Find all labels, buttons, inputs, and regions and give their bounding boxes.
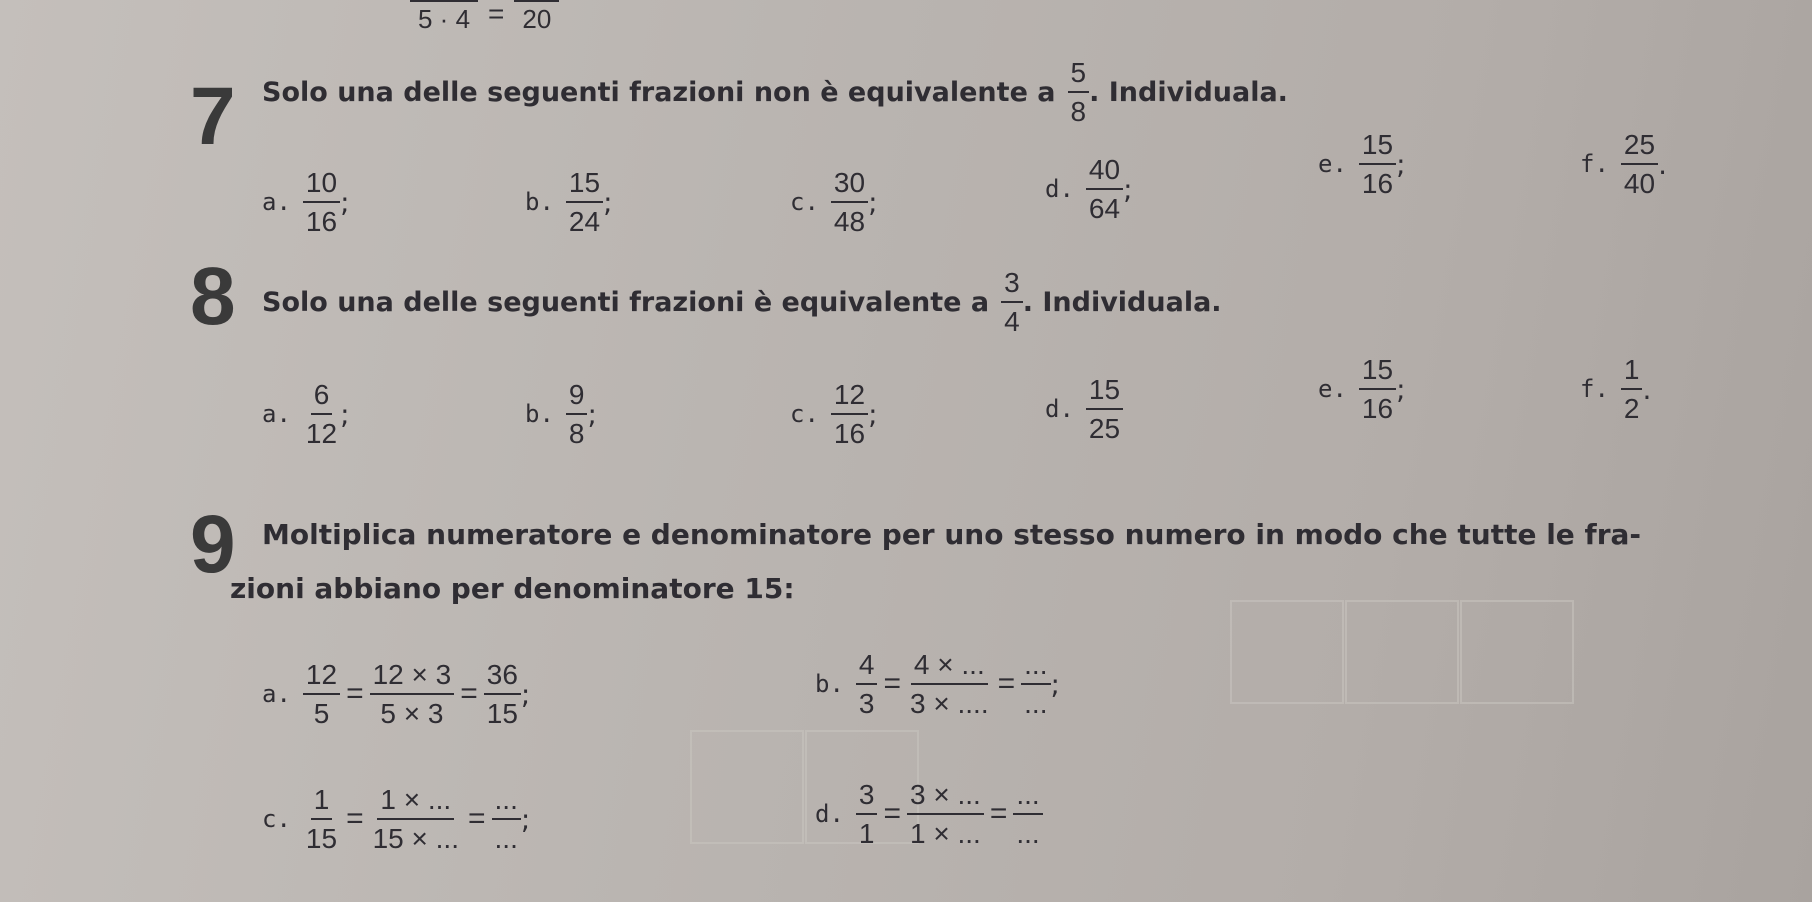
numerator: 5 [1068,58,1090,93]
option-label: a. [262,188,291,217]
denominator: 15 [305,823,338,855]
numerator: 25 [1621,130,1658,165]
exercise-9-text-line2: zioni abbiano per denominatore 15: [230,572,795,605]
denominator: 15 [486,698,518,730]
ex8-option-4[interactable] [1045,375,1123,444]
option-fraction [1086,375,1123,444]
ex8-option-5[interactable] [1318,355,1406,424]
item-label: a. [262,680,291,709]
denominator: 16 [305,206,338,238]
denominator: 12 [305,418,338,450]
option-punctuation: ; [1396,147,1406,181]
numerator: 6 [311,380,333,415]
option-fraction [831,168,868,237]
denominator: 4 [1004,306,1020,338]
numerator: 9 [566,380,588,415]
numerator: 15 [1359,130,1396,165]
item-label: c. [262,805,291,834]
denominator: 3 [858,688,875,720]
numerator: 12 × 3 [370,660,455,695]
fraction-multiplied [370,660,455,729]
ex7-option-2[interactable] [525,168,613,237]
ex7-option-4[interactable] [1045,155,1133,224]
option-punctuation: ; [1123,172,1133,206]
option-fraction [1086,155,1123,224]
denominator: 64 [1088,193,1121,225]
denominator: 16 [833,418,866,450]
option-fraction [1359,355,1396,424]
grid-square [1460,600,1574,704]
denominator: ... [494,823,518,855]
equals-sign: = [989,797,1008,831]
option-punctuation: ; [1396,372,1406,406]
option-punctuation: ; [340,397,350,431]
numerator: 3 × ... [907,780,984,815]
ex7-option-3[interactable] [790,168,878,237]
exercise-7-text-after: . Individuala. [1089,76,1288,108]
numerator: 15 [566,168,603,203]
ex9-item-4 [815,780,1043,849]
denominator: ... [1024,688,1048,720]
option-label: f. [1580,150,1609,179]
exercise-8-number: 8 [190,251,236,342]
option-label: c. [790,400,819,429]
exercise-9-number: 9 [190,499,236,590]
fraction-original [856,650,878,719]
option-punctuation: ; [868,397,878,431]
numerator: 3 [856,780,878,815]
exercise-7-ref-fraction [1068,58,1090,127]
denominator: 5 [313,698,330,730]
ex8-option-1[interactable] [262,380,350,449]
item-label: b. [815,670,844,699]
option-fraction [831,380,868,449]
fraction-multiplied [907,780,984,849]
denominator: ... [1016,818,1040,850]
option-label: b. [525,188,554,217]
numerator: 4 [856,650,878,685]
numerator: 4 × ... [911,650,988,685]
denominator: 1 [858,818,875,850]
ex7-option-5[interactable] [1318,130,1406,199]
equals-sign: = [883,797,902,831]
numerator: 3 [1001,268,1023,303]
denominator: 25 [1088,413,1121,445]
option-fraction [303,380,340,449]
denominator: 1 × ... [910,818,981,850]
option-fraction [303,168,340,237]
option-fraction [1359,130,1396,199]
numerator: 1 [311,785,333,820]
numerator: 30 [831,168,868,203]
item-punctuation: ; [1050,667,1060,701]
option-punctuation: ; [868,185,878,219]
exercise-8-ref-fraction [1001,268,1023,337]
equals-sign: = [468,802,486,836]
exercise-7-prompt [262,58,1288,127]
fraction-original [303,660,340,729]
grid-square [1230,600,1344,704]
numerator: 1 [1621,355,1643,390]
equals-sign: = [460,677,478,711]
option-label: c. [790,188,819,217]
numerator: 12 [831,380,868,415]
option-punctuation: . [1658,147,1667,181]
numerator: 1 × ... [377,785,454,820]
item-label: d. [815,800,844,829]
top-equals: = [488,0,505,29]
ex8-option-6[interactable] [1580,355,1651,424]
option-label: a. [262,400,291,429]
exercise-8-prompt [262,268,1222,337]
option-fraction [566,380,588,449]
denominator: 5 × 3 [380,698,444,730]
equals-sign: = [346,802,364,836]
numerator: ... [1021,650,1050,685]
option-punctuation: ; [603,185,613,219]
grid-square [1345,600,1459,704]
fraction-multiplied [370,785,462,854]
item-punctuation: ; [520,677,531,711]
grid-square [690,730,804,844]
ex8-option-2[interactable] [525,380,597,449]
numerator: 36 [484,660,521,695]
equals-sign: = [883,667,902,701]
denominator: 48 [833,206,866,238]
fraction-result [484,660,521,729]
option-label: b. [525,400,554,429]
ex7-option-1[interactable] [262,168,350,237]
numerator: ... [1013,780,1042,815]
ex9-item-3 [262,785,530,854]
numerator: ... [492,785,521,820]
exercise-7-number: 7 [190,71,236,162]
item-punctuation: ; [520,802,531,836]
numerator: 10 [303,168,340,203]
option-label: d. [1045,175,1074,204]
answer-fraction-blank[interactable] [1013,780,1042,849]
top-partial-equation [410,0,559,35]
answer-fraction-blank[interactable] [492,785,521,854]
denominator: 15 × ... [372,823,459,855]
denominator: 8 [1070,96,1087,128]
exercise-9-text-line1: Moltiplica numeratore e denominatore per uno stesso numero in modo che tutte le fra- [262,518,1642,551]
option-punctuation: ; [340,185,350,219]
fraction-multiplied [907,650,992,719]
option-label: f. [1580,375,1609,404]
ex7-option-6[interactable] [1580,130,1667,199]
denominator: 8 [568,418,585,450]
denominator: 24 [568,206,601,238]
exercise-8-text: Solo una delle seguenti frazioni è equivalente a [262,286,990,318]
top-denominator-left: 5 · 4 [410,0,478,35]
ex9-item-2 [815,650,1060,719]
exercise-7-text: Solo una delle seguenti frazioni non è equivalente a [262,76,1056,108]
option-fraction [1621,355,1643,424]
answer-fraction-blank[interactable] [1021,650,1050,719]
denominator: 16 [1361,168,1394,200]
denominator: 2 [1623,393,1640,425]
numerator: 15 [1359,355,1396,390]
numerator: 12 [303,660,340,695]
fraction-original [303,785,340,854]
option-label: e. [1318,150,1347,179]
exercise-8-text-after: . Individuala. [1022,286,1222,318]
denominator: 40 [1623,168,1656,200]
option-fraction [1621,130,1658,199]
option-fraction [566,168,603,237]
denominator: 16 [1361,393,1394,425]
option-punctuation: ; [587,397,597,431]
denominator: 3 × .... [910,688,989,720]
top-denominator-right: 20 [514,0,559,35]
option-punctuation: . [1642,372,1652,406]
ex8-option-3[interactable] [790,380,878,449]
equals-sign: = [997,667,1016,701]
fraction-original [856,780,878,849]
option-label: d. [1045,395,1074,424]
ex9-item-1 [262,660,530,729]
numerator: 40 [1086,155,1123,190]
numerator: 15 [1086,375,1123,410]
equals-sign: = [346,677,364,711]
option-label: e. [1318,375,1347,404]
